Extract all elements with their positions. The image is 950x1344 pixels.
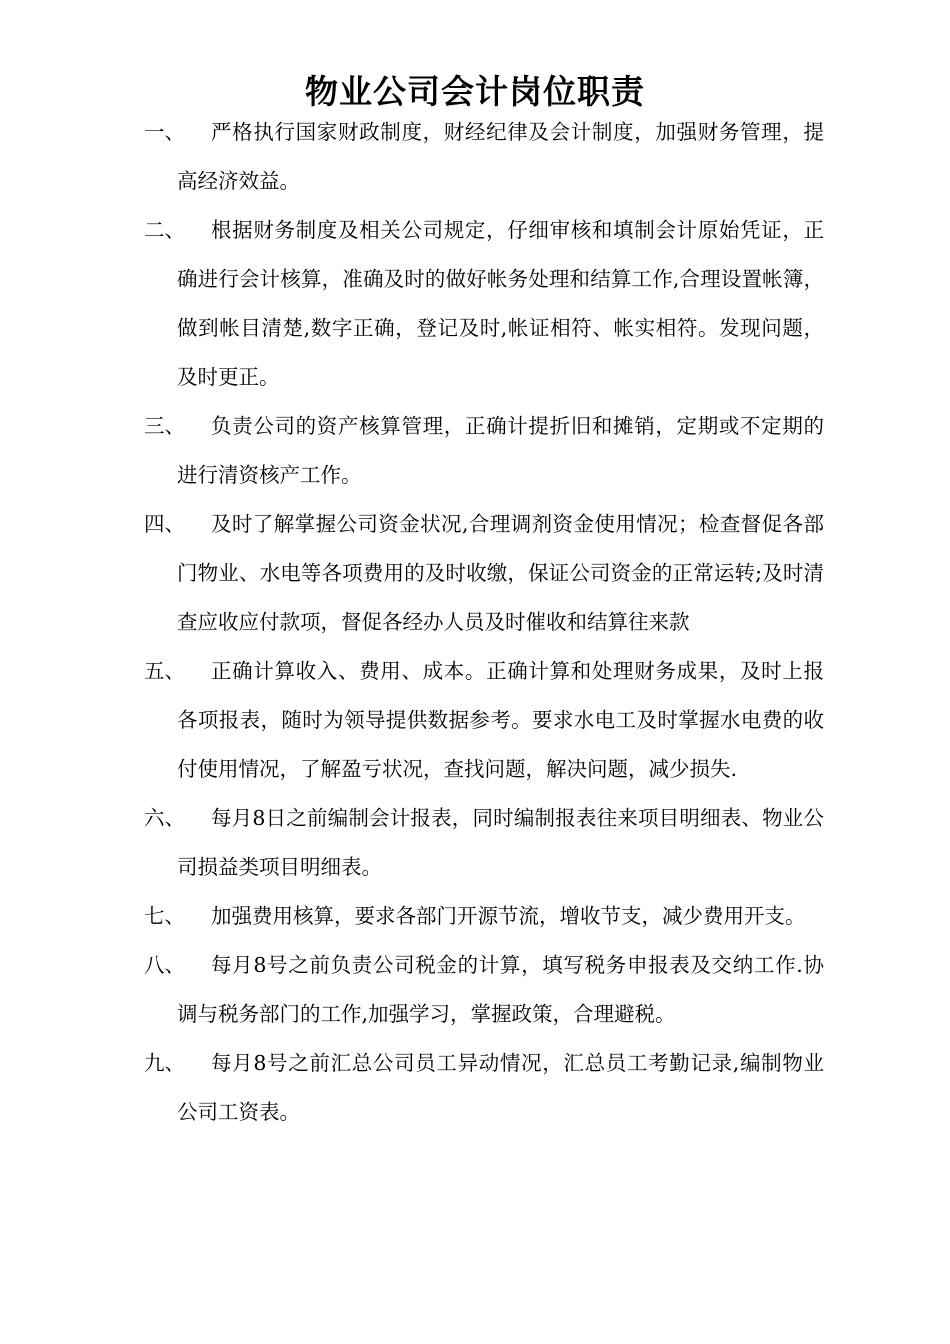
item-number: 七、: [144, 904, 185, 928]
item-text: 每月8号之前负责公司税金的计算，填写税务申报表及交纳工作.协调与税务部门的工作,加强学习，掌握政策，合理避税。: [177, 953, 824, 1026]
item-number: 一、: [144, 120, 185, 144]
item-text: 严格执行国家财政制度，财经纪律及会计制度，加强财务管理，提高经济效益。: [177, 120, 824, 193]
item-text: 负责公司的资产核算管理，正确计提折旧和摊销，定期或不定期的进行清资核产工作。: [177, 414, 824, 487]
item-text: 每月8日之前编制会计报表，同时编制报表往来项目明细表、物业公司损益类项目明细表。: [177, 806, 824, 879]
item-number: 五、: [144, 659, 185, 683]
page-title: 物业公司会计岗位职责: [305, 72, 645, 111]
item-number: 六、: [144, 806, 185, 830]
list-item-1: [144, 108, 824, 206]
item-text: 根据财务制度及相关公司规定，仔细审核和填制会计原始凭证，正确进行会计核算，准确及时的做好帐务处理和结算工作,合理设置帐簿，做到帐目清楚,数字正确，登记及时,帐证相符、帐实相符。发现问题，及时更正。: [177, 218, 824, 389]
list-item-8: [144, 941, 824, 1039]
item-number: 二、: [144, 218, 185, 242]
item-number: 九、: [144, 1051, 185, 1075]
list-item-9: [144, 1039, 824, 1137]
item-number: 三、: [144, 414, 185, 438]
item-number: 八、: [144, 953, 185, 977]
item-text: 每月8号之前汇总公司员工异动情况，汇总员工考勤记录,编制物业公司工资表。: [177, 1051, 824, 1124]
list-item-4: [144, 500, 824, 647]
list-item-7: [144, 892, 824, 941]
duty-list: [144, 108, 824, 1137]
item-text: 及时了解掌握公司资金状况,合理调剂资金使用情况；检查督促各部门物业、水电等各项费用的及时收缴，保证公司资金的正常运转;及时清查应收应付款项，督促各经办人员及时催收和结算往来款: [177, 512, 824, 634]
list-item-3: [144, 402, 824, 500]
list-item-6: [144, 794, 824, 892]
list-item-5: [144, 647, 824, 794]
item-number: 四、: [144, 512, 185, 536]
item-text: 加强费用核算，要求各部门开源节流，增收节支，减少费用开支。: [211, 904, 806, 928]
item-text: 正确计算收入、费用、成本。正确计算和处理财务成果，及时上报各项报表，随时为领导提供数据参考。要求水电工及时掌握水电费的收付使用情况，了解盈亏状况，查找问题，解决问题，减少损失.: [177, 659, 824, 781]
list-item-2: [144, 206, 824, 402]
